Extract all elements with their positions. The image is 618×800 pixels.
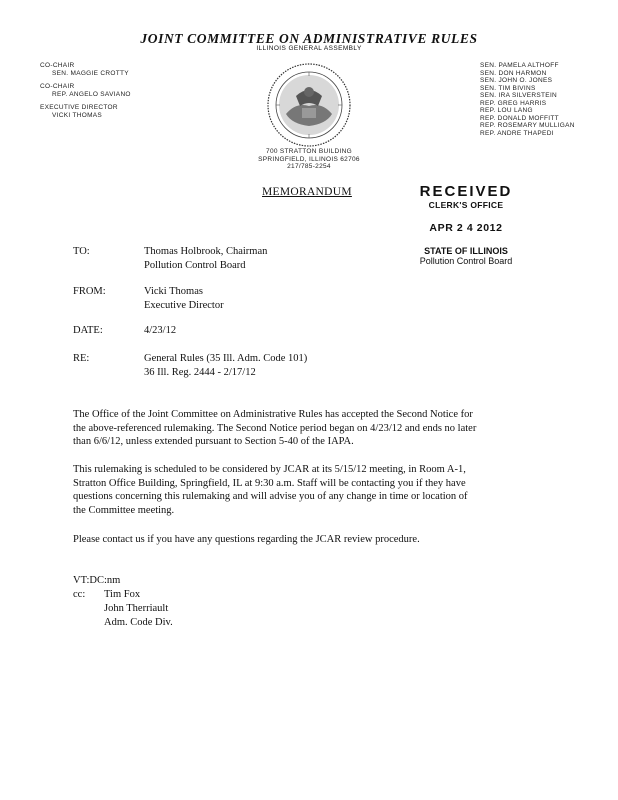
- to-line-2: Pollution Control Board: [144, 260, 246, 271]
- received-stamp: [396, 184, 536, 266]
- initials: VT:DC:nm: [73, 575, 121, 586]
- paragraph-line: questions concerning this rulemaking and will advise you of any change in time or location of: [73, 491, 468, 502]
- co-chair-1-name: SEN. MAGGIE CROTTY: [52, 69, 129, 77]
- cc-label: cc:: [73, 589, 86, 600]
- paragraph-1: [73, 408, 553, 449]
- paragraph-line: The Office of the Joint Committee on Administrative Rules has accepted the Second Notice for: [73, 409, 473, 420]
- from-line-2: Executive Director: [144, 300, 224, 311]
- member-name: REP. GREG HARRIS: [480, 99, 547, 107]
- stamp-board: Pollution Control Board: [419, 256, 513, 266]
- memo-title: MEMORANDUM: [262, 186, 352, 198]
- left-officers: [40, 62, 170, 119]
- member-name: SEN. DON HARMON: [480, 69, 547, 77]
- from-label: FROM:: [73, 286, 106, 297]
- paragraph-line: the Committee meeting.: [73, 504, 175, 516]
- stamp-state: STATE OF ILLINOIS: [424, 246, 508, 256]
- address-line: 217/785-2254: [287, 163, 331, 170]
- re-label: RE:: [73, 353, 90, 364]
- member-name: SEN. PAMELA ALTHOFF: [480, 62, 559, 69]
- stamp-received: RECEIVED: [419, 183, 513, 200]
- cc-recipient: Tim Fox: [104, 589, 141, 600]
- exec-director-label: EXECUTIVE DIRECTOR: [40, 104, 118, 111]
- stamp-clerk-office: CLERK'S OFFICE: [428, 200, 504, 210]
- from-line-1: Vicki Thomas: [144, 286, 203, 297]
- paragraph-line: than 6/6/12, unless extended pursuant to Section 5-40 of the IAPA.: [73, 436, 354, 447]
- date-label: DATE:: [73, 325, 103, 336]
- stamp-date: APR 2 4 2012: [429, 222, 503, 234]
- member-name: SEN. IRA SILVERSTEIN: [480, 92, 558, 99]
- date-value: 4/23/12: [144, 325, 177, 336]
- exec-director-name: VICKI THOMAS: [52, 111, 103, 119]
- address-line: 700 STRATTON BUILDING: [266, 148, 352, 155]
- co-chair-1-label: CO-CHAIR: [40, 62, 75, 69]
- paragraph-2: [73, 463, 553, 517]
- member-list: [480, 62, 600, 137]
- committee-address: [0, 148, 618, 171]
- re-line-2: 36 Ill. Reg. 2444 - 2/17/12: [144, 367, 256, 378]
- co-chair-2-name: REP. ANGELO SAVIANO: [52, 90, 131, 98]
- paragraph-line: Stratton Office Building, Springfield, IL at 9:30 a.m. Staff will be contacting you if they have: [73, 477, 466, 489]
- member-name: SEN. JOHN O. JONES: [480, 77, 553, 84]
- to-label: TO:: [73, 246, 90, 257]
- cc-recipient: Adm. Code Div.: [104, 617, 173, 628]
- re-line-1: General Rules (35 Ill. Adm. Code 101): [144, 353, 308, 364]
- cc-recipient: John Therriault: [104, 603, 169, 614]
- co-chair-2-label: CO-CHAIR: [40, 83, 75, 90]
- member-name: SEN. TIM BIVINS: [480, 84, 536, 92]
- to-line-1: Thomas Holbrook, Chairman: [144, 246, 268, 257]
- paragraph-line: the above-referenced rulemaking. The Second Notice period began on 4/23/12 and ends no later: [73, 422, 477, 434]
- paragraph-line: This rulemaking is scheduled to be considered by JCAR at its 5/15/12 meeting, in Room A-1,: [73, 464, 466, 475]
- committee-title: JOINT COMMITTEE ON ADMINISTRATIVE RULES: [140, 31, 478, 46]
- address-line: SPRINGFIELD, ILLINOIS 62706: [258, 155, 360, 163]
- member-name: REP. ANDRE THAPEDI: [480, 129, 554, 137]
- state-seal-icon: [266, 62, 352, 148]
- member-name: REP. LOU LANG: [480, 107, 533, 114]
- paragraph-3: Please contact us if you have any questions regarding the JCAR review procedure.: [73, 534, 420, 545]
- committee-subtitle: ILLINOIS GENERAL ASSEMBLY: [256, 45, 362, 52]
- member-name: REP. DONALD MOFFITT: [480, 114, 559, 122]
- member-name: REP. ROSEMARY MULLIGAN: [480, 122, 575, 129]
